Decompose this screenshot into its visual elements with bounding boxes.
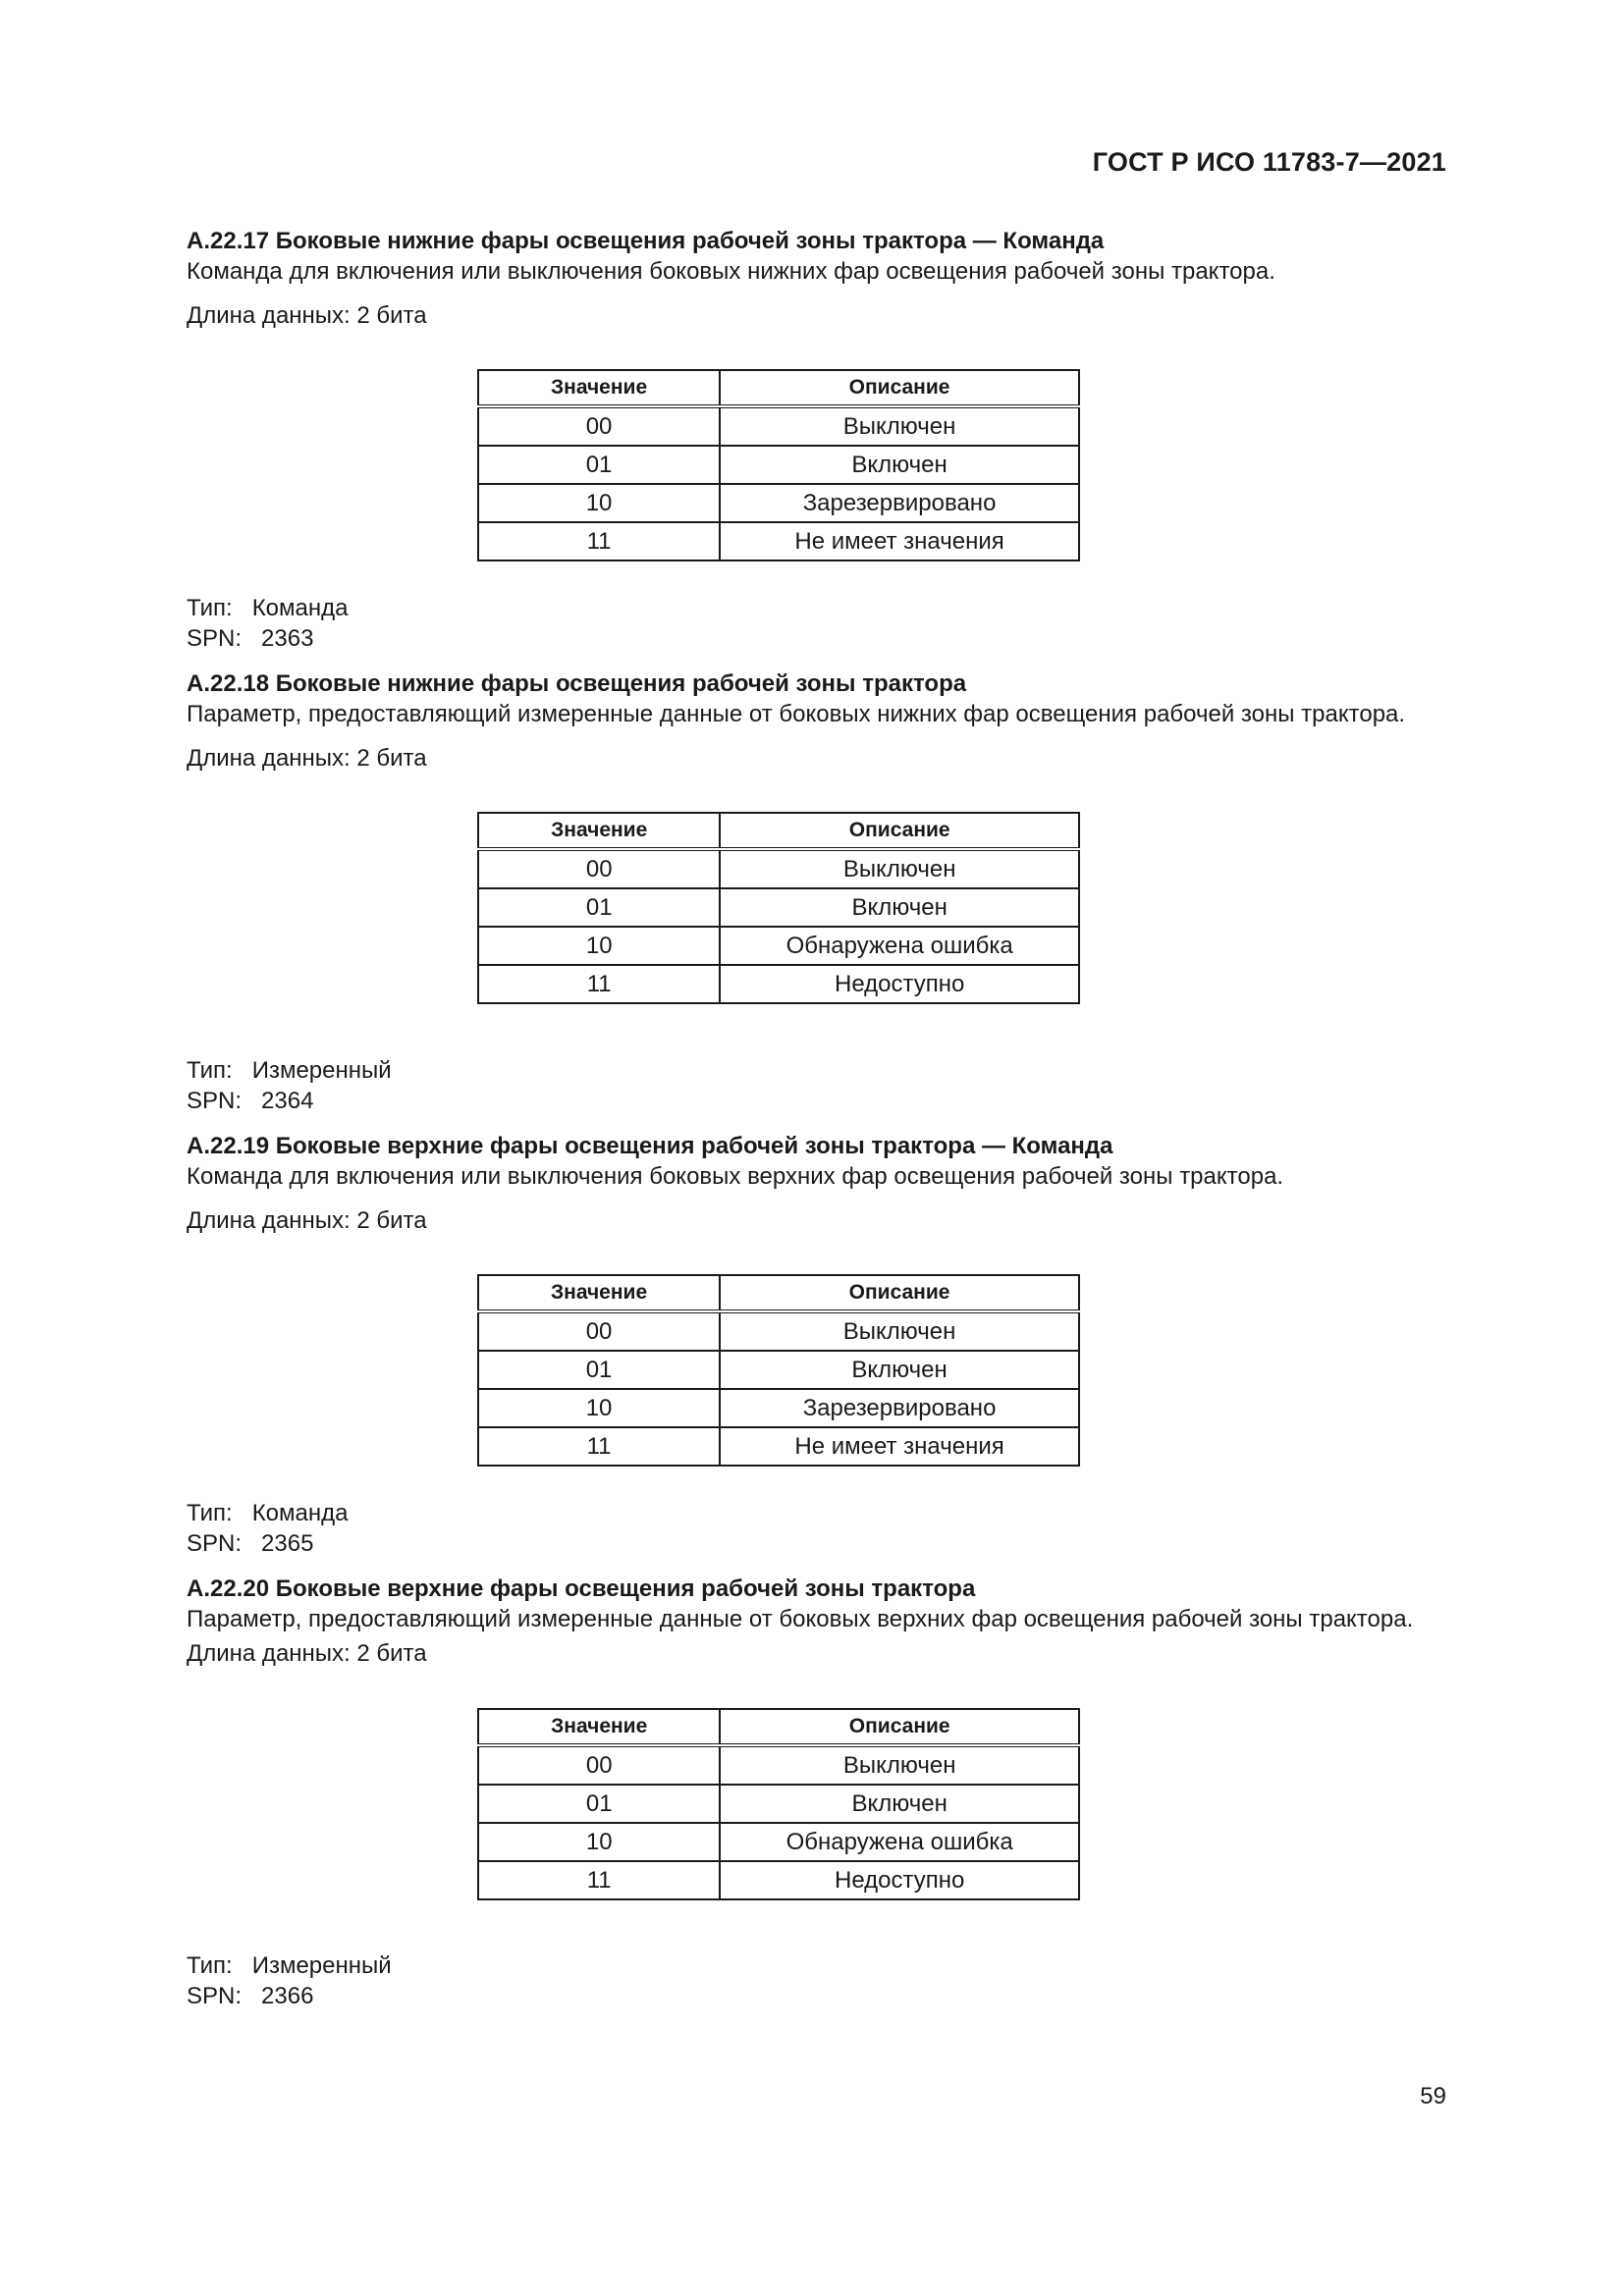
cell-value: 10: [478, 927, 720, 965]
cell-value: 11: [478, 965, 720, 1003]
spn-value: 2363: [261, 625, 314, 652]
cell-description: Обнаружена ошибка: [720, 927, 1079, 965]
section-a22-20: [187, 1574, 1453, 1669]
table-row: [478, 888, 1079, 927]
section-description: Команда для включения или выключения боковых верхних фар освещения рабочей зоны трактора.: [187, 1163, 1284, 1190]
cell-value: 01: [478, 888, 720, 927]
spn-line: [187, 1086, 392, 1116]
table-row: [478, 1351, 1079, 1389]
value-table: [477, 369, 1080, 561]
section-title: А.22.17 Боковые нижние фары освещения рабочей зоны трактора — Команда: [187, 228, 1105, 254]
cell-description: Недоступно: [720, 965, 1079, 1003]
column-header-value: Значение: [478, 813, 720, 849]
cell-description: Включен: [720, 1351, 1079, 1389]
column-header-description: Описание: [720, 813, 1079, 849]
cell-description: Включен: [720, 1785, 1079, 1823]
section-meta: [187, 1055, 392, 1116]
type-line: [187, 1055, 392, 1086]
table-row: [478, 446, 1079, 484]
spn-value: 2365: [261, 1530, 314, 1557]
data-length: Длина данных: 2 бита: [187, 745, 427, 772]
cell-value: 00: [478, 1311, 720, 1351]
cell-description: Не имеет значения: [720, 1427, 1079, 1466]
column-header-description: Описание: [720, 370, 1079, 406]
type-line: [187, 1950, 392, 1981]
spn-value: 2366: [261, 1983, 314, 2009]
type-line: [187, 1498, 348, 1528]
spn-label: SPN:: [187, 625, 243, 652]
cell-value: 01: [478, 1785, 720, 1823]
table-row: [478, 965, 1079, 1003]
section-a22-18: [187, 668, 1453, 774]
cell-description: Выключен: [720, 1745, 1079, 1785]
data-length: Длина данных: 2 бита: [187, 1640, 427, 1667]
type-label: Тип:: [187, 1952, 233, 1979]
cell-description: Выключен: [720, 849, 1079, 888]
section-title: А.22.19 Боковые верхние фары освещения рабочей зоны трактора — Команда: [187, 1133, 1113, 1159]
column-header-value: Значение: [478, 1709, 720, 1745]
type-value: Измеренный: [251, 1952, 392, 1979]
spn-label: SPN:: [187, 1530, 243, 1557]
table-row: [478, 1823, 1079, 1861]
table-row: [478, 849, 1079, 888]
table-row: [478, 1861, 1079, 1899]
cell-description: Выключен: [720, 1311, 1079, 1351]
type-line: [187, 593, 348, 623]
cell-description: Выключен: [720, 406, 1079, 446]
table-row: [478, 1311, 1079, 1351]
value-table: [477, 1274, 1080, 1467]
type-value: Измеренный: [251, 1057, 392, 1084]
cell-value: 00: [478, 1745, 720, 1785]
cell-value: 10: [478, 1389, 720, 1427]
cell-description: Зарезервировано: [720, 484, 1079, 522]
table-row: [478, 522, 1079, 561]
table-header-row: [478, 1275, 1079, 1311]
section-description: Параметр, предоставляющий измеренные данные от боковых нижних фар освещения рабочей зоны трактора.: [187, 701, 1406, 727]
table-row: [478, 1745, 1079, 1785]
section-description: Параметр, предоставляющий измеренные данные от боковых верхних фар освещения рабочей зоны трактора.: [187, 1606, 1414, 1632]
cell-value: 00: [478, 406, 720, 446]
type-label: Тип:: [187, 595, 233, 621]
spn-line: [187, 1981, 392, 2011]
data-length: Длина данных: 2 бита: [187, 1207, 427, 1234]
cell-description: Зарезервировано: [720, 1389, 1079, 1427]
data-length: Длина данных: 2 бита: [187, 302, 427, 329]
table-row: [478, 1389, 1079, 1427]
section-meta: [187, 1950, 392, 2011]
document-id: ГОСТ Р ИСО 11783-7—2021: [1092, 147, 1446, 177]
spn-line: [187, 1528, 348, 1559]
section-description: Команда для включения или выключения боковых нижних фар освещения рабочей зоны трактора.: [187, 258, 1275, 285]
table-header-row: [478, 813, 1079, 849]
type-label: Тип:: [187, 1500, 233, 1526]
cell-value: 11: [478, 1427, 720, 1466]
table-row: [478, 1427, 1079, 1466]
cell-value: 11: [478, 522, 720, 561]
section-a22-19: [187, 1131, 1453, 1236]
table-row: [478, 927, 1079, 965]
column-header-description: Описание: [720, 1275, 1079, 1311]
column-header-value: Значение: [478, 370, 720, 406]
section-a22-17: [187, 226, 1453, 331]
section-title: А.22.18 Боковые нижние фары освещения рабочей зоны трактора: [187, 670, 967, 697]
spn-value: 2364: [261, 1088, 314, 1114]
spn-label: SPN:: [187, 1088, 243, 1114]
type-label: Тип:: [187, 1057, 233, 1084]
cell-description: Включен: [720, 888, 1079, 927]
column-header-description: Описание: [720, 1709, 1079, 1745]
page-number: 59: [1420, 2083, 1446, 2109]
cell-description: Не имеет значения: [720, 522, 1079, 561]
table-row: [478, 1785, 1079, 1823]
cell-value: 01: [478, 446, 720, 484]
type-value: Команда: [251, 595, 349, 621]
cell-description: Недоступно: [720, 1861, 1079, 1899]
cell-description: Обнаружена ошибка: [720, 1823, 1079, 1861]
cell-value: 01: [478, 1351, 720, 1389]
table-row: [478, 484, 1079, 522]
cell-value: 11: [478, 1861, 720, 1899]
cell-description: Включен: [720, 446, 1079, 484]
cell-value: 10: [478, 1823, 720, 1861]
type-value: Команда: [251, 1500, 349, 1526]
cell-value: 00: [478, 849, 720, 888]
table-header-row: [478, 1709, 1079, 1745]
table-header-row: [478, 370, 1079, 406]
section-meta: [187, 593, 348, 654]
value-table: [477, 812, 1080, 1004]
value-table: [477, 1708, 1080, 1900]
spn-line: [187, 623, 348, 654]
cell-value: 10: [478, 484, 720, 522]
section-title: А.22.20 Боковые верхние фары освещения рабочей зоны трактора: [187, 1575, 976, 1602]
section-meta: [187, 1498, 348, 1559]
table-row: [478, 406, 1079, 446]
spn-label: SPN:: [187, 1983, 243, 2009]
column-header-value: Значение: [478, 1275, 720, 1311]
